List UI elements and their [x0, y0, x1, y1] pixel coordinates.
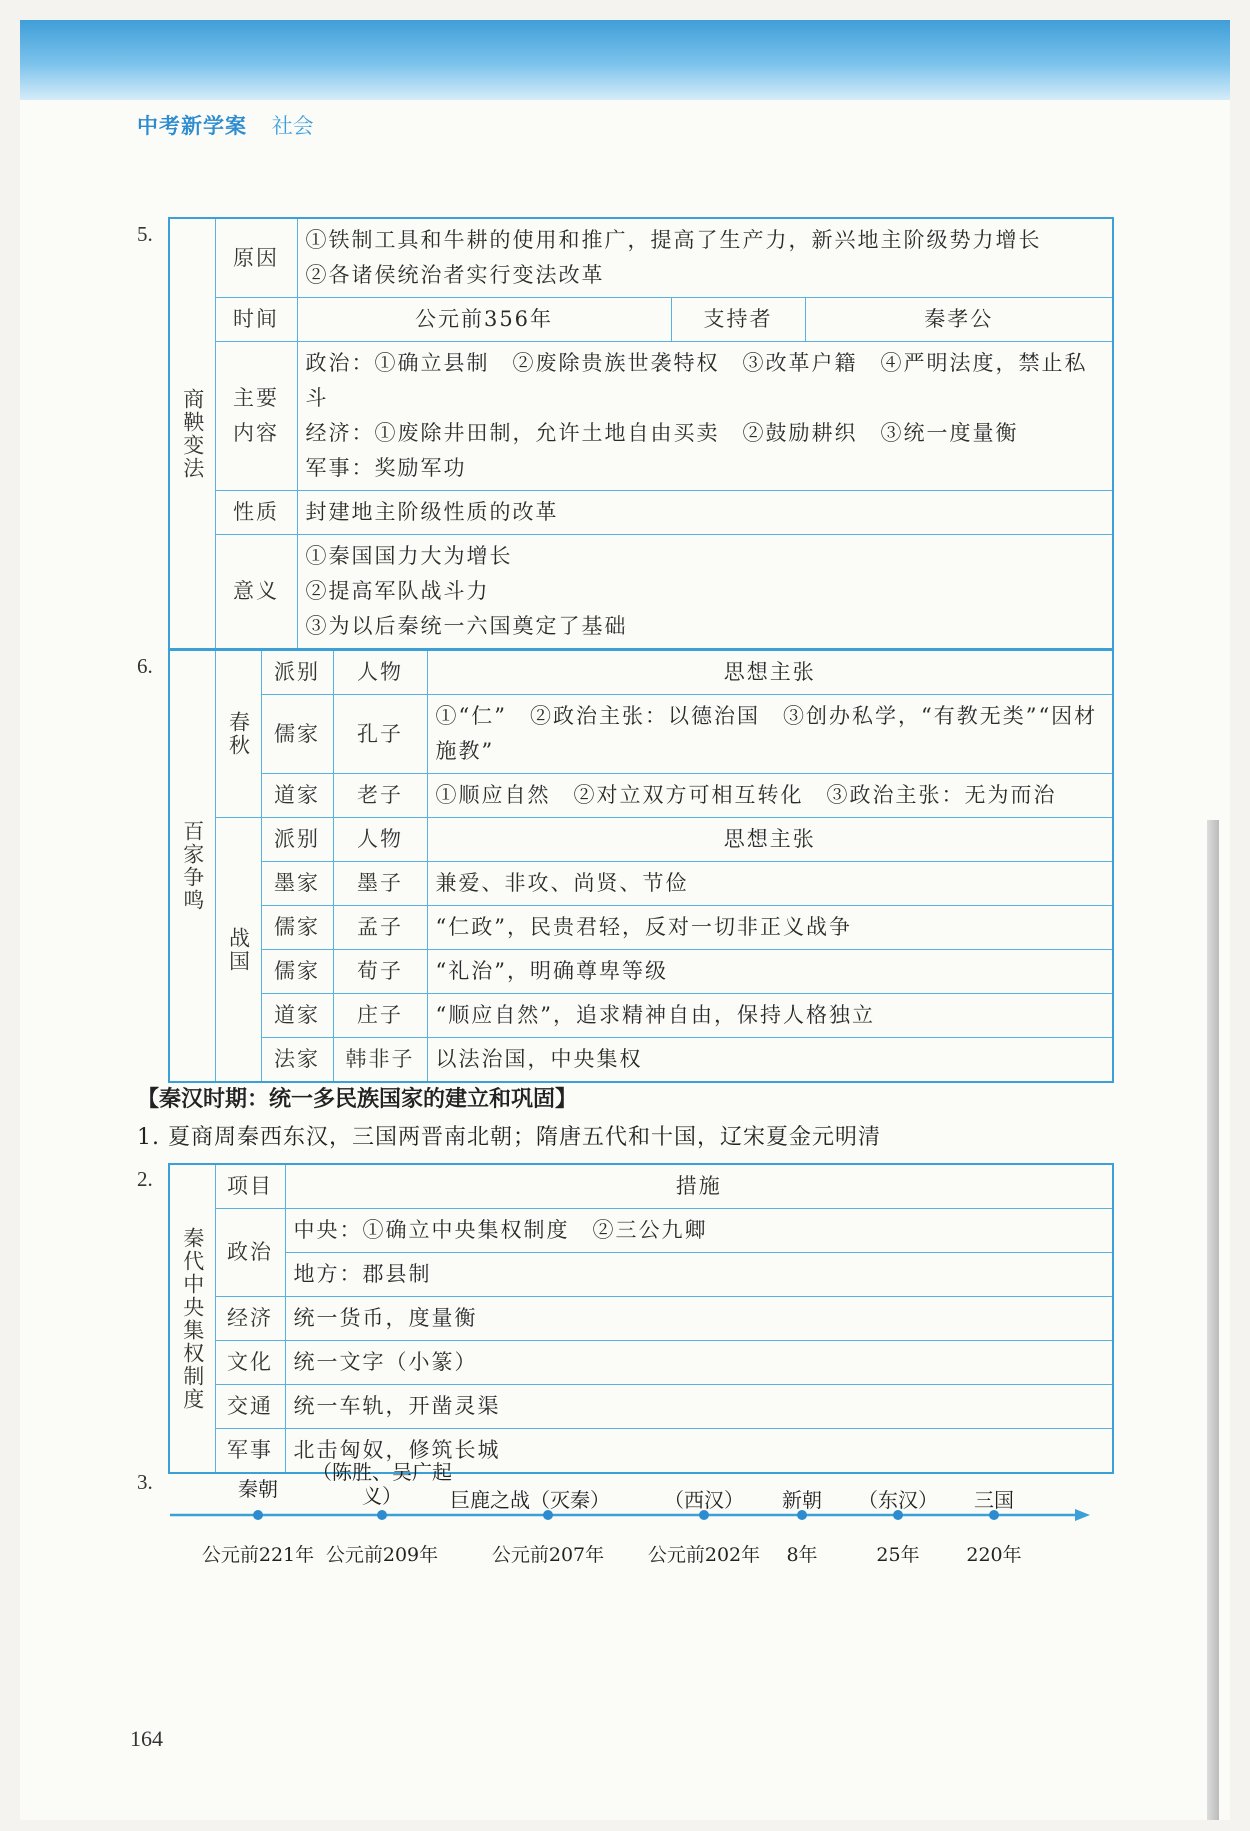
col-item: 项目 [215, 1164, 285, 1209]
timeline-event: （陈胜、吴广起义） [312, 1460, 452, 1508]
idea-cell: 兼爱、非攻、尚贤、节俭 [427, 862, 1113, 906]
politics-label: 政治 [215, 1209, 285, 1297]
person-cell: 老子 [333, 774, 427, 818]
supporter-label: 支持者 [671, 298, 805, 342]
period-spring-autumn: 春秋 [215, 650, 261, 818]
content-item: 经济：①废除井田制，允许土地自由买卖 ②鼓励耕织 ③统一度量衡 [305, 421, 1019, 445]
timeline-event: 新朝 [782, 1488, 822, 1512]
col-person: 人物 [333, 818, 427, 862]
school-cell: 儒家 [261, 950, 333, 994]
question-number-2: 2. [137, 1167, 153, 1191]
school-cell: 道家 [261, 774, 333, 818]
question-number-6: 6. [137, 654, 153, 678]
cause-item: ②各诸侯统治者实行变法改革 [305, 263, 605, 287]
row-label: 文化 [215, 1341, 285, 1385]
hundred-schools-table [168, 649, 1114, 1083]
meaning-item: ②提高军队战斗力 [305, 579, 490, 603]
col-person: 人物 [333, 650, 427, 695]
content-cell [297, 342, 1113, 491]
section-heading: 【秦汉时期：统一多民族国家的建立和巩固】 [137, 1087, 578, 1112]
timeline-dot [253, 1510, 263, 1520]
timeline-year: 220年 [966, 1544, 1022, 1566]
content-label: 主要内容 [215, 342, 297, 491]
timeline-dot [377, 1510, 387, 1520]
person-cell: 韩非子 [333, 1038, 427, 1083]
idea-cell: “礼治”，明确尊卑等级 [427, 950, 1113, 994]
timeline-axis [160, 1495, 1100, 1535]
col-idea: 思想主张 [427, 650, 1113, 695]
school-cell: 墨家 [261, 862, 333, 906]
cause-item: ①铁制工具和牛耕的使用和推广，提高了生产力，新兴地主阶级势力增长 [305, 228, 1042, 252]
col-school: 派别 [261, 818, 333, 862]
table-side-label: 商鞅变法 [169, 218, 215, 649]
person-cell: 墨子 [333, 862, 427, 906]
shang-yang-reform-table [168, 217, 1114, 650]
meaning-item: ③为以后秦统一六国奠定了基础 [305, 614, 628, 638]
timeline-year: 公元前221年 [201, 1544, 315, 1566]
table-side-label: 秦代中央集权制度 [169, 1164, 215, 1473]
period-warring-states: 战国 [215, 818, 261, 1083]
qin-centralization-table [168, 1163, 1114, 1474]
timeline-year: 25年 [876, 1544, 920, 1566]
time-label: 时间 [215, 298, 297, 342]
cause-label: 原因 [215, 218, 297, 298]
meaning-item: ①秦国国力大为增长 [305, 544, 513, 568]
row-label: 经济 [215, 1297, 285, 1341]
meaning-label: 意义 [215, 535, 297, 650]
subject-label: 社会 [271, 114, 314, 138]
content-item: 军事：奖励军功 [305, 456, 467, 480]
timeline-event: （西汉） [664, 1488, 744, 1512]
row-value: 统一车轨，开凿灵渠 [285, 1385, 1113, 1429]
question-number-5: 5. [137, 222, 153, 246]
timeline-year: 公元前209年 [325, 1544, 439, 1566]
col-idea: 思想主张 [427, 818, 1113, 862]
timeline-event: 巨鹿之战（灭秦） [450, 1488, 610, 1512]
table-side-label: 百家争鸣 [169, 650, 215, 1082]
row-value: 统一货币，度量衡 [285, 1297, 1113, 1341]
idea-cell: 以法治国，中央集权 [427, 1038, 1113, 1083]
nature-label: 性质 [215, 491, 297, 535]
school-cell: 道家 [261, 994, 333, 1038]
supporter-value: 秦孝公 [805, 298, 1113, 342]
timeline-year: 8年 [786, 1544, 818, 1566]
dynasty-mnemonic: 1. 夏商周秦西东汉，三国两晋南北朝；隋唐五代和十国，辽宋夏金元明清 [137, 1125, 881, 1150]
person-cell: 孔子 [333, 695, 427, 774]
row-label: 军事 [215, 1429, 285, 1474]
timeline-year: 公元前202年 [647, 1544, 761, 1566]
timeline-arrow-icon [1075, 1509, 1090, 1521]
time-value: 公元前356年 [297, 298, 671, 342]
header-banner [20, 20, 1230, 100]
person-cell: 荀子 [333, 950, 427, 994]
content-item: 政治：①确立县制 ②废除贵族世袭特权 ③改革户籍 ④严明法度，禁止私斗 [305, 351, 1088, 410]
idea-cell: “顺应自然”，追求精神自由，保持人格独立 [427, 994, 1113, 1038]
row-value: 北击匈奴，修筑长城 [285, 1429, 1113, 1474]
page-number: 164 [130, 1726, 163, 1751]
idea-cell: ①“仁” ②政治主张：以德治国 ③创办私学，“有教无类”“因材施教” [427, 695, 1113, 774]
cause-cell [297, 218, 1113, 298]
school-cell: 儒家 [261, 695, 333, 774]
timeline-event: 秦朝 [238, 1477, 278, 1501]
row-label: 交通 [215, 1385, 285, 1429]
school-cell: 法家 [261, 1038, 333, 1083]
page-header [137, 110, 314, 140]
book-title: 中考新学案 [137, 114, 247, 138]
school-cell: 儒家 [261, 906, 333, 950]
page-edge [1207, 820, 1219, 1820]
idea-cell: ①顺应自然 ②对立双方可相互转化 ③政治主张：无为而治 [427, 774, 1113, 818]
timeline-year: 公元前207年 [491, 1544, 605, 1566]
timeline-event: 三国 [974, 1488, 1014, 1512]
nature-value: 封建地主阶级性质的改革 [297, 491, 1113, 535]
person-cell: 孟子 [333, 906, 427, 950]
politics-local: 地方：郡县制 [285, 1253, 1113, 1297]
idea-cell: “仁政”，民贵君轻，反对一切非正义战争 [427, 906, 1113, 950]
row-value: 统一文字（小篆） [285, 1341, 1113, 1385]
col-measure: 措施 [285, 1164, 1113, 1209]
col-school: 派别 [261, 650, 333, 695]
meaning-cell [297, 535, 1113, 650]
question-number-3: 3. [137, 1470, 153, 1494]
politics-central: 中央：①确立中央集权制度 ②三公九卿 [285, 1209, 1113, 1253]
person-cell: 庄子 [333, 994, 427, 1038]
timeline-event: （东汉） [858, 1488, 938, 1512]
